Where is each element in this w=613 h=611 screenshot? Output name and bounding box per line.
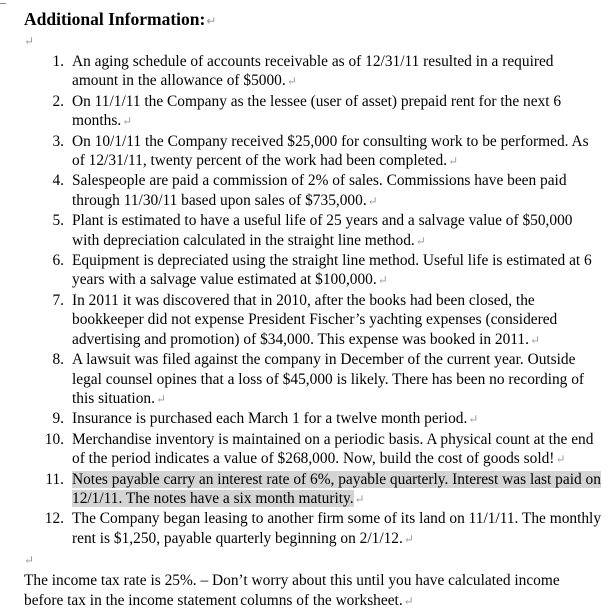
list-item [24,291,602,350]
page-corner-mark [0,0,6,4]
list-item [24,409,602,429]
heading [24,8,602,30]
list-item-number: 8. [52,351,64,369]
heading-text: Additional Information: [24,9,206,29]
list-item [24,211,602,251]
list-item-text: On 10/1/11 the Company received $25,000 for consulting work to be performed. As of 12/31/11, twenty percent of the work had been completed. [72,132,589,170]
list-item-text: Salespeople are paid a commission of 2% of sales. Commissions have been paid through 11/30/11 based upon sales of $735,000. [72,172,567,209]
list-item-number: 1. [52,53,64,70]
paragraph-mark-icon: ↵ [155,391,167,406]
paragraph-mark-icon: ↵ [448,154,459,169]
list-item [24,350,602,409]
list-item [24,92,602,132]
blank-paragraph [24,549,602,571]
list-item-text: An aging schedule of accounts receivable as of 12/31/11 resulted in a required amount in the allowance of $5000. [72,53,554,90]
tax-note [24,571,602,611]
tax-note-text: The income tax rate is 25%. – Don’t worry about this until you have calculated income before tax in the income statement columns of the worksheet. [24,572,560,609]
list-item-number: 9. [52,410,64,428]
paragraph-mark-icon: ↵ [403,531,414,546]
list-item [24,430,602,470]
list-item-text: Equipment is depreciated using the straight line method. Useful life is estimated at 6 years with a salvage value estimated at $100,000. [72,252,592,289]
list-item-text: On 11/1/11 the Company as the lessee (user of asset) prepaid rent for the next 6 months. [72,92,562,130]
list-item-text: Plant is estimated to have a useful life of 25 years and a salvage value of $50,000 with depreciation calculated in the straight line method. [72,212,573,249]
numbered-list [24,52,602,549]
paragraph-mark-icon: ↵ [403,593,414,608]
list-item-text: Merchandise inventory is maintained on a periodic basis. A physical count at the end of the period indicates a value of $268,000. Now, build the cost of goods sold! [72,430,594,468]
list-item [24,251,602,291]
list-item-text: A lawsuit was filed against the company in December of the current year. Outside legal counsel opines that a loss of $45,000 is likely. There has been no recording of this situation. [72,351,585,407]
list-item-number: 10. [44,430,64,448]
list-item-number: 7. [52,291,64,309]
list-item-number: 4. [52,172,64,190]
list-item-number: 5. [52,212,64,230]
paragraph-mark-icon: ↵ [468,412,479,427]
paragraph-mark-icon: ↵ [122,114,133,129]
paragraph-mark-icon: ↵ [377,273,388,288]
list-item-number: 3. [52,132,64,150]
paragraph-mark-icon: ↵ [286,74,297,89]
paragraph-mark-icon: ↵ [529,332,541,347]
blank-paragraph [24,30,602,52]
list-item-number: 2. [52,92,64,110]
paragraph-mark-icon: ↵ [367,193,378,208]
paragraph-mark-icon: ↵ [24,34,35,48]
list-item [24,132,602,172]
list-item-number: 12. [44,510,64,528]
list-item-text: In 2011 it was discovered that in 2010, after the books had been closed, the bookkeeper did not expense President Fischer’s yachting expenses (considered advertising and promotion) of $34,000. This expense was booked in 2011. [72,291,558,348]
list-item-text: The Company began leasing to another firm some of its land on 11/1/11. The monthly rent is $1,250, payable quarterly beginning on 2/1/12. [72,510,602,547]
document-body [24,8,602,611]
paragraph-mark-icon: ↵ [24,553,35,568]
list-item [24,52,602,92]
list-item [24,171,602,211]
paragraph-mark-icon: ↵ [555,452,566,467]
list-item [24,509,602,549]
list-item-number: 6. [52,252,64,270]
list-item-number: 11. [45,470,64,488]
paragraph-mark-icon: ↵ [415,233,426,248]
paragraph-mark-icon: ↵ [354,491,365,506]
list-item-text-highlighted: Notes payable carry an interest rate of 6%, payable quarterly. Interest was last paid on 12/1/11. The notes have a six month maturity. [72,470,601,507]
paragraph-mark-icon: ↵ [206,14,217,28]
list-item-text: Insurance is purchased each March 1 for a twelve month period. [72,410,468,428]
list-item [24,470,602,510]
